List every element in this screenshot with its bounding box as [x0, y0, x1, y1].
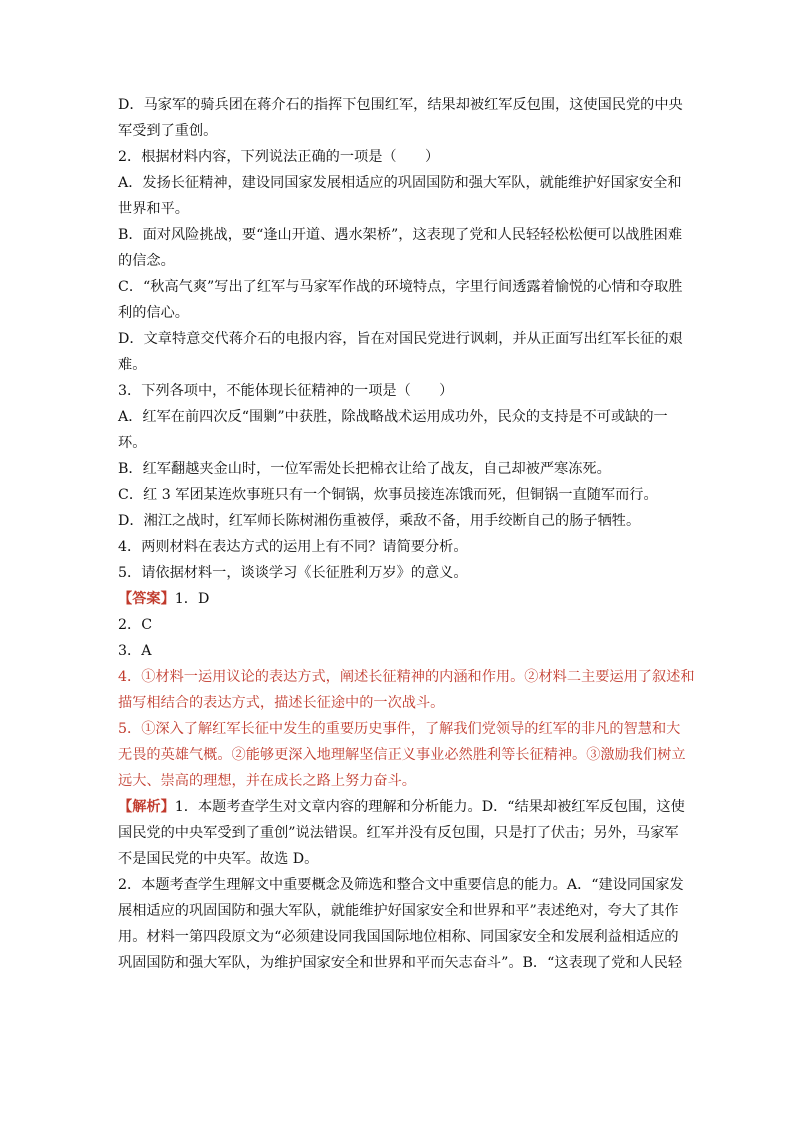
answer-5-line: 无畏的英雄气概。②能够更深入地理解坚信正义事业必然胜利等长征精神。③激励我们树立: [118, 747, 686, 763]
answer-5-line: 5．①深入了解红军长征中发生的重要历史事件，了解我们党领导的红军的非凡的智慧和大: [118, 721, 681, 737]
analysis-label: 【解析】: [118, 799, 175, 815]
option-c: C．红 3 军团某连炊事班只有一个铜锅，炊事员接连冻饿而死，但铜锅一直随军而行。: [118, 487, 658, 503]
answer-1: 1．D: [174, 591, 210, 607]
answer-line: [118, 586, 678, 612]
option-b: B．红军翻越夹金山时，一位军需处长把棉衣让给了战友，自己却被严寒冻死。: [118, 461, 611, 477]
answer-section: [118, 586, 695, 794]
text-line: D．马家军的骑兵团在蒋介石的指挥下包围红军，结果却被红军反包围，这使国民党的中央: [118, 97, 683, 113]
analysis-line: 2．本题考查学生理解文中重要概念及筛选和整合文中重要信息的能力。A．“建设同国家发: [118, 877, 684, 893]
analysis-line: 巩固国防和强大军队，为维护国家安全和世界和平而矢志奋斗”。B．“这表现了党和人民轻: [118, 955, 683, 971]
text-line: 军受到了重创。: [118, 123, 218, 139]
analysis-line: [118, 794, 685, 820]
question-5: 5．请依据材料一，谈谈学习《长征胜利万岁》的意义。: [118, 565, 468, 581]
answer-2: 2．C: [118, 617, 153, 633]
answer-label: 【答案】: [118, 591, 175, 607]
option-d: D．湘江之战时，红军师长陈树湘伤重被俘，乘敌不备，用手绞断自己的肠子牺牲。: [118, 513, 641, 529]
option-a: A．发扬长征精神，建设同国家发展相适应的巩固国防和强大军队，就能维护好国家安全和: [118, 175, 682, 191]
analysis-line: 用。材料一第四段原文为“必须建设同我国国际地位相称、同国家安全和发展利益相适应的: [118, 929, 679, 945]
question-section: [118, 92, 683, 586]
option-a: A．红军在前四次反“围剿”中获胜，除战略战术运用成功外，民众的支持是不可或缺的一: [118, 409, 668, 425]
text-line: 利的信心。: [118, 305, 189, 321]
text-line: 世界和平。: [118, 201, 189, 217]
text-line: 环。: [118, 435, 147, 451]
analysis-line: 不是国民党的中央军。故选 D。: [118, 851, 319, 867]
text-line: 的信念。: [118, 253, 175, 269]
option-b: B．面对风险挑战，要“逢山开道、遇水架桥”，这表现了党和人民轻轻松松便可以战胜困难: [118, 227, 683, 243]
analysis-line: 国民党的中央军受到了重创”说法错误。红军并没有反包围，只是打了伏击；另外，马家军: [118, 825, 679, 841]
document-page: [118, 92, 695, 976]
option-c: C．“秋高气爽”写出了红军与马家军作战的环境特点，字里行间透露着愉悦的心情和夺取胜: [118, 279, 683, 295]
analysis-first-text: 1．本题考查学生对文章内容的理解和分析能力。D．“结果却被红军反包围，这使: [174, 799, 685, 815]
analysis-section: [118, 794, 685, 976]
answer-5-line: 远大、崇高的理想，并在成长之路上努力奋斗。: [118, 773, 416, 789]
text-line: 难。: [118, 357, 147, 373]
question-2: 2．根据材料内容，下列说法正确的一项是（ ）: [118, 149, 440, 165]
answer-4-line: 描写相结合的表达方式，描述长征途中的一次战斗。: [118, 695, 445, 711]
answer-3: 3．A: [118, 643, 152, 659]
option-d: D．文章特意交代蒋介石的电报内容，旨在对国民党进行讽刺，并从正面写出红军长征的艰: [118, 331, 683, 347]
analysis-line: 展相适应的巩固国防和强大军队，就能维护好国家安全和世界和平”表述绝对，夸大了其作: [118, 903, 679, 919]
question-3: 3．下列各项中，不能体现长征精神的一项是（ ）: [118, 383, 454, 399]
answer-4-line: 4．①材料一运用议论的表达方式，阐述长征精神的内涵和作用。②材料二主要运用了叙述和: [118, 669, 695, 685]
question-4: 4．两则材料在表达方式的运用上有不同？请简要分析。: [118, 539, 468, 555]
